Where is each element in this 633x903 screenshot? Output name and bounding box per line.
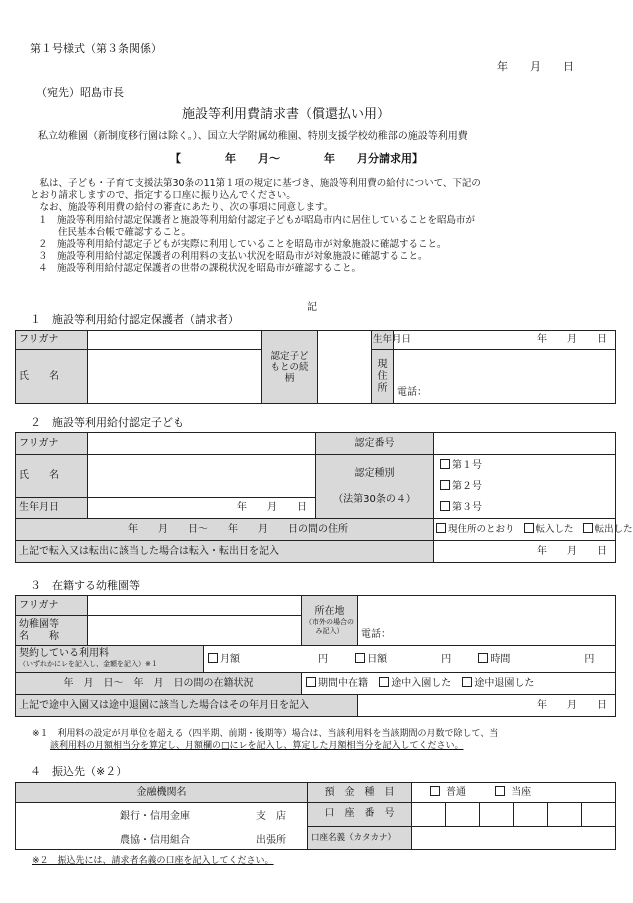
cert-type1[interactable] (440, 455, 612, 476)
kinder-tel-label: 電話： (361, 629, 392, 640)
location-field[interactable] (358, 596, 616, 646)
guardian-address-label: 現住所 (372, 350, 394, 404)
move-note-label: 上記で転入又は転出に該当した場合は転入・転出日を記入 (16, 541, 434, 563)
note-2: ※２ 振込先には、請求者名義の口座を記入してください。 (32, 856, 274, 866)
kinder-name-label (16, 616, 88, 646)
child-name-field[interactable] (88, 455, 316, 498)
consent-1: １ 施設等利用給付認定保護者と施設等利用給付認定子どもが昭島市内に居住していることを昭島市が (38, 214, 476, 226)
guardian-table (15, 330, 616, 404)
kinder-furigana-label: フリガナ (16, 596, 88, 616)
cert-law-text: （法第30条の４） (333, 493, 416, 505)
guardian-name-field[interactable] (88, 350, 262, 404)
consent-2: ２ 施設等利用給付認定子どもが実際に利用していることを昭島市が対象施設に確認すること。 (38, 239, 447, 251)
subtitle: 私立幼稚園（新制度移行園は除く。）、国立大学附属幼稚園、特別支援学校幼稚部の施設等利用費 (38, 131, 468, 142)
guardian-furigana-label: フリガナ (16, 331, 88, 350)
guardian-furigana-field[interactable] (88, 331, 262, 350)
location-text: 所在地 (314, 606, 345, 617)
child-furigana-label: フリガナ (16, 433, 88, 455)
consent-4: ４ 施設等利用給付認定保護者の世帯の課税状況を昭島市が確認すること。 (38, 263, 362, 275)
checkbox-moved-out[interactable] (583, 523, 593, 533)
daily-yen: 円 (441, 653, 452, 665)
move-date-field[interactable]: 年 月 日 (434, 541, 616, 563)
checkbox-type3[interactable] (440, 501, 450, 511)
cert-no-label: 認定番号 (316, 433, 434, 455)
consent-3: ３ 施設等利用給付認定保護者の利用料の支払い状況を昭島市が対象施設に確認すること。 (38, 251, 428, 263)
checkbox-type2[interactable] (440, 480, 450, 490)
checkbox-daily[interactable] (355, 653, 365, 663)
section1-heading: １ 施設等利用給付認定保護者（請求者） (30, 313, 239, 326)
monthly-yen: 円 (318, 653, 328, 665)
checkbox-monthly[interactable] (208, 653, 218, 663)
acct-digit-3[interactable] (480, 803, 514, 827)
type-current-label: 当座 (511, 787, 532, 798)
branch-line2: 出張所 (256, 835, 286, 846)
opt-full-label: 期間中在籍 (318, 678, 369, 689)
kinder-furigana-field[interactable] (88, 596, 302, 616)
relation-field[interactable] (318, 331, 372, 404)
opt-leave-label: 途中退園した (474, 678, 535, 689)
checkbox-current[interactable] (436, 523, 446, 533)
intro-p2: なお、施設等利用費の給付の審査にあたり、次の事項に同意します。 (30, 202, 334, 214)
opt-current-label: 現住所のとおり (448, 524, 515, 536)
fee-options (204, 646, 616, 673)
bank-type-line2: 農協・信用組合 (120, 835, 190, 846)
guardian-birth-label (372, 331, 412, 350)
form-number: 第１号様式（第３条関係） (30, 42, 162, 55)
bank-name-label: 金融機関名 (16, 783, 308, 803)
guardian-birth-text: 生年月日 (373, 334, 412, 346)
acct-digit-4[interactable] (514, 803, 548, 827)
section4-heading: ４ 振込先（※２） (30, 765, 128, 778)
cert-type-options (434, 455, 616, 519)
relation-label: 認定子どもとの続柄 (262, 331, 318, 404)
kinder-name-field[interactable] (88, 616, 302, 646)
addressee: （宛先）昭島市長 (36, 86, 124, 99)
type3-label: 第３号 (452, 502, 482, 513)
kinder-name-line2: 名 称 (19, 630, 59, 642)
submission-date: 年 月 日 (497, 60, 574, 73)
monthly-label: 月額 (220, 653, 240, 665)
ki-mark: 記 (307, 302, 317, 313)
guardian-birth-field[interactable]: 年 月 日 (394, 331, 616, 350)
opt-out-label: 転出した (594, 524, 633, 536)
intro-p1a: 私は、子ども・子育て支援法第30条の11第１項の規定に基づき、施設等利用費の給付について、下記の (30, 178, 481, 189)
type2-label: 第２号 (452, 481, 482, 492)
kindergarten-table (15, 595, 616, 717)
bank-type-line1: 銀行・信用金庫 (120, 811, 190, 822)
billing-period: 【 年 月～ 年 月分請求用】 (170, 152, 423, 165)
child-name-label: 氏 名 (16, 455, 88, 498)
hourly-yen: 円 (584, 653, 595, 665)
note1-line2: 該利用料の月額相当分を算定し、月額欄の□にレを記入し、算定した月額相当分を記入してください。 (50, 741, 464, 751)
intro-text (30, 178, 481, 276)
contract-note: （いずれかにレを記入し、金額を記入）※１ (19, 660, 158, 668)
enroll-period-label: 年 月 日～ 年 月 日の間の在籍状況 (16, 673, 302, 695)
checkbox-normal[interactable] (430, 786, 440, 796)
type-normal-label: 普通 (446, 787, 466, 798)
checkbox-joined[interactable] (379, 677, 389, 687)
checkbox-full-period[interactable] (306, 677, 316, 687)
checkbox-type1[interactable] (440, 459, 450, 469)
kinder-name-line1: 幼稚園等 (19, 618, 59, 630)
contract-label (16, 646, 204, 673)
opt-join-label: 途中入園した (391, 678, 452, 689)
child-birth-field[interactable]: 年 月 日 (88, 497, 316, 518)
join-note-label: 上記で途中入園又は途中退園に該当した場合はその年月日を記入 (16, 695, 358, 717)
type1-label: 第１号 (452, 460, 482, 471)
opt-in-label: 転入した (535, 524, 574, 536)
acct-type-options (412, 783, 616, 803)
acct-digit-5[interactable] (548, 803, 582, 827)
child-table (15, 432, 633, 563)
guardian-tel-label: 電話： (397, 387, 427, 398)
child-birth-label: 生年月日 (16, 497, 88, 518)
addr-period-label: 年 月 日～ 年 月 日の間の住所 (16, 519, 434, 541)
enroll-options (302, 673, 616, 695)
acct-name-field[interactable] (412, 826, 616, 850)
acct-name-label: 口座名義（カタカナ） (308, 826, 412, 850)
checkbox-left[interactable] (462, 677, 472, 687)
acct-type-label: 預 金 種 目 (308, 783, 412, 803)
acct-digit-6[interactable] (582, 803, 616, 827)
branch-line1: 支 店 (256, 811, 286, 822)
page-title: 施設等利用費請求書（償還払い用） (182, 107, 391, 122)
guardian-name-label: 氏 名 (16, 350, 88, 404)
acct-no-label: 口 座 番 号 (308, 803, 412, 827)
note-1 (32, 728, 498, 752)
location-note: （市外の場合のみ記入） (305, 618, 355, 635)
consent-1b: 住民基本台帳で確認すること。 (58, 226, 192, 238)
checkbox-moved-in[interactable] (524, 523, 534, 533)
contract-text: 契約している利用料 (19, 648, 109, 659)
acct-digit-2[interactable] (446, 803, 480, 827)
intro-p1b: とおり請求しますので、指定する口座に振り込んでください。 (30, 190, 296, 202)
child-furigana-field[interactable] (88, 433, 316, 455)
addr-options (434, 519, 633, 541)
location-label (302, 596, 358, 646)
daily-label: 日額 (367, 653, 388, 665)
acct-digit-1[interactable] (412, 803, 446, 827)
bank-table (15, 782, 616, 850)
section3-heading: ３ 在籍する幼稚園等 (30, 579, 140, 592)
cert-type3[interactable] (440, 497, 612, 518)
hourly-label: 時間 (490, 653, 511, 665)
section2-heading: ２ 施設等利用給付認定子ども (30, 416, 184, 429)
checkbox-current-acct[interactable] (495, 786, 505, 796)
join-date-field[interactable]: 年 月 日 (358, 695, 616, 717)
checkbox-hourly[interactable] (478, 653, 488, 663)
cert-type-text: 認定種別 (354, 467, 395, 479)
cert-no-field[interactable] (434, 433, 616, 455)
note1-line1: ※１ 利用料の設定が月単位を超える（四半期、前期・後期等）場合は、当該利用料を当該期間の月数で除して、当 (32, 729, 499, 739)
cert-type2[interactable] (440, 476, 612, 497)
bank-name-field[interactable] (16, 803, 308, 850)
cert-type-label (316, 455, 434, 519)
guardian-address-field[interactable] (394, 350, 616, 404)
